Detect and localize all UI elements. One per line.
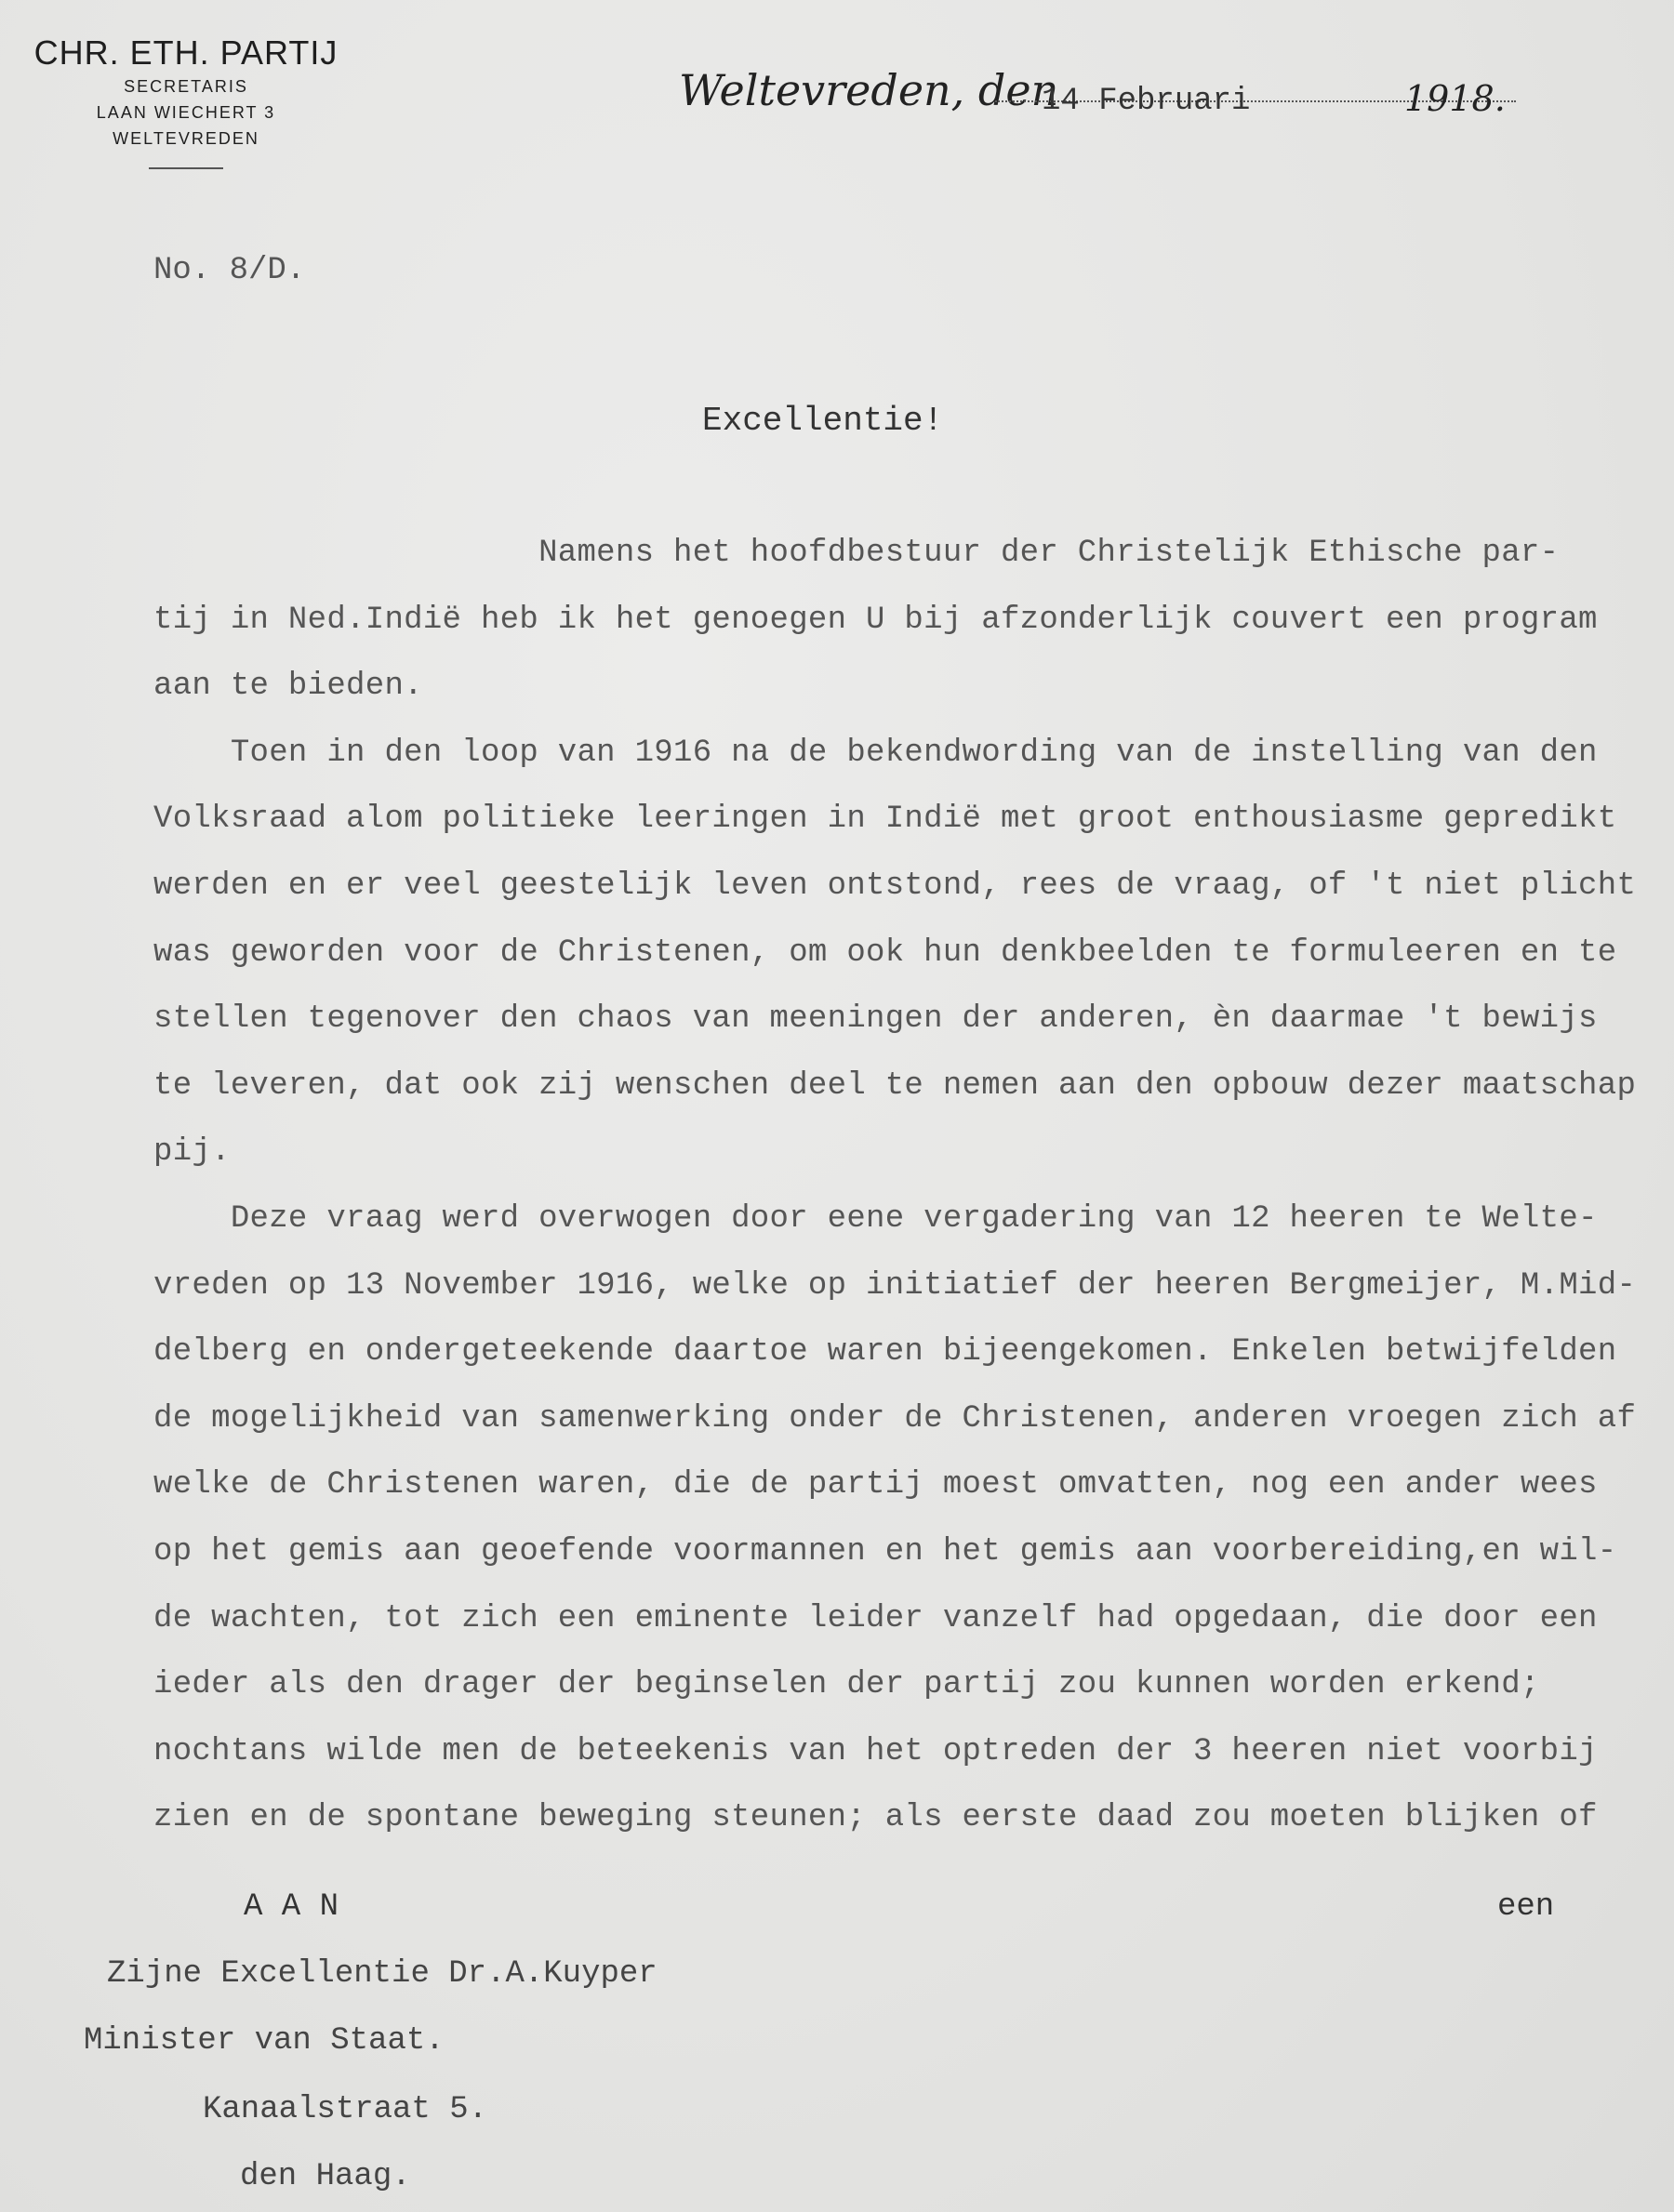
body-line: was geworden voor de Christenen, om ook hun denkbeelden te formuleeren en te	[153, 934, 1617, 971]
body-line: de wachten, tot zich een eminente leider vanzelf had opgedaan, die door een	[153, 1600, 1598, 1636]
letter-body	[153, 521, 1660, 1852]
body-line: stellen tegenover den chaos van meeningen der anderen, èn daarmae 't bewijs	[153, 1001, 1598, 1038]
body-line: de mogelijkheid van samenwerking onder de Christenen, anderen vroegen zich af	[153, 1400, 1637, 1437]
catchword: een	[1497, 1889, 1555, 1925]
dateline-place: Weltevreden, den	[679, 65, 1059, 115]
body-line: aan te bieden.	[153, 669, 423, 705]
body-line: vreden op 13 November 1916, welke op initiatief der heeren Bergmeijer, M.Mid-	[153, 1267, 1637, 1304]
letterhead-divider	[149, 167, 223, 169]
address-line-2: Minister van Staat.	[84, 2023, 445, 2059]
body-line: op het gemis aan geoefende voormannen en het gemis aan voorbereiding,en wil-	[153, 1533, 1617, 1570]
body-line: ieder als den drager der beginselen der partij zou kunnen worden erkend;	[153, 1667, 1540, 1703]
body-line: delberg en ondergeteekende daartoe waren bijeengekomen. Enkelen betwijfelden	[153, 1334, 1617, 1371]
recipient-label: A A N	[244, 1889, 339, 1925]
letterhead	[0, 33, 372, 169]
reference-number: No. 8/D.	[153, 253, 306, 288]
body-line: Namens het hoofdbestuur der Christelijk Ethische par-	[153, 536, 1560, 571]
body-line: werden en er veel geestelijk leven ontstond, rees de vraag, of 't niet plicht	[153, 868, 1637, 904]
body-line: pij.	[153, 1134, 231, 1171]
body-line: zien en de spontane beweging steunen; als eerste daad zou moeten blijken of	[153, 1800, 1598, 1836]
body-line: te leveren, dat ook zij wenschen deel te nemen aan den opbouw dezer maatschap	[153, 1067, 1637, 1104]
dateline-date: 14 Februari	[1042, 84, 1251, 119]
body-line: Volksraad alom politieke leeringen in Indië met groot enthousiasme gepredikt	[153, 801, 1617, 838]
address-line-4: den Haag.	[240, 2159, 411, 2194]
letterhead-party-name: CHR. ETH. PARTIJ	[33, 33, 339, 72]
body-line: tij in Ned.Indië heb ik het genoegen U bij afzonderlijk couvert een program	[153, 602, 1598, 638]
salutation: Excellentie!	[702, 402, 944, 440]
body-line: welke de Christenen waren, die de partij moest omvatten, nog een ander wees	[153, 1467, 1598, 1503]
address-line-1: Zijne Excellentie Dr.A.Kuyper	[107, 1956, 658, 1992]
dateline-year: 1918.	[1404, 78, 1506, 119]
address-line-3: Kanaalstraat 5.	[203, 2092, 488, 2127]
letterhead-role: SECRETARIS	[124, 77, 248, 96]
letterhead-street: LAAN WIECHERT 3	[96, 103, 276, 122]
body-line: Toen in den loop van 1916 na de bekendwording van de instelling van den	[153, 735, 1598, 771]
dateline	[679, 65, 1553, 121]
letterhead-city: WELTEVREDEN	[113, 129, 259, 148]
body-line: nochtans wilde men de beteekenis van het optreden der 3 heeren niet voorbij	[153, 1733, 1598, 1769]
body-line: Deze vraag werd overwogen door eene vergadering van 12 heeren te Welte-	[153, 1200, 1598, 1237]
